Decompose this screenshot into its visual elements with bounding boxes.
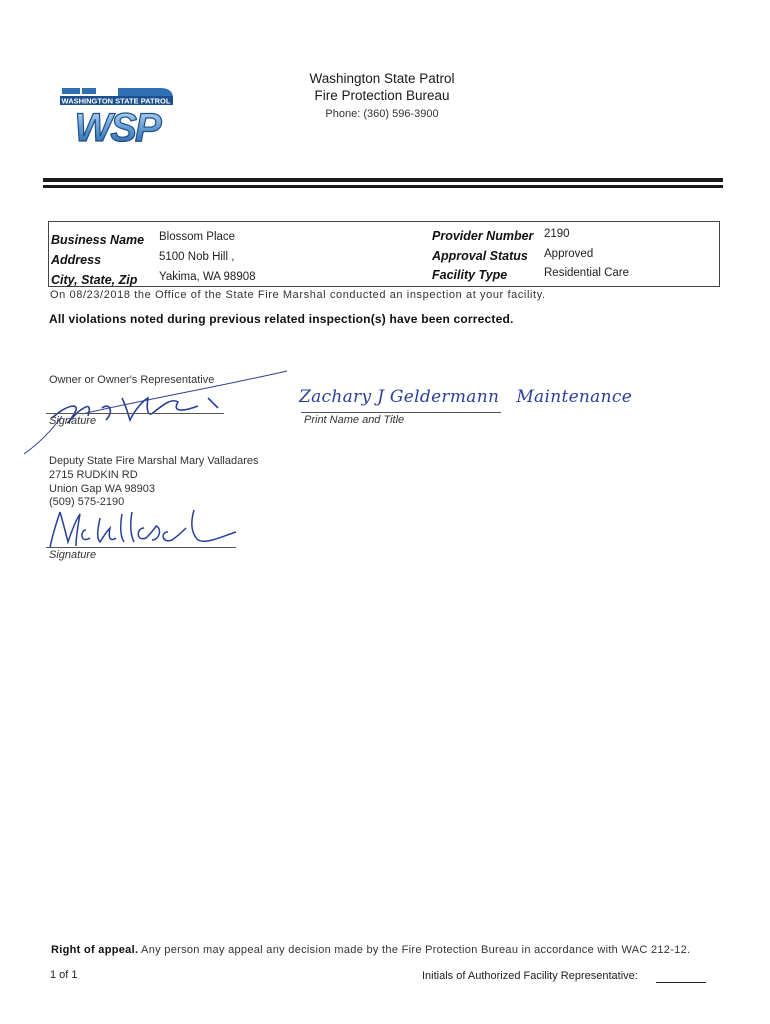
inspection-statement: On 08/23/2018 the Office of the State Fire Marshal conducted an inspection at your facility. [50, 289, 546, 301]
address-label: Address [51, 253, 102, 267]
business-name-value: Blossom Place [159, 231, 236, 243]
logo-text: WASHINGTON STATE PATROL [61, 96, 171, 106]
owner-signature-label: Signature [49, 415, 97, 427]
initials-label: Initials of Authorized Facility Representative: [422, 970, 638, 982]
marshal-phone: (509) 575-2190 [49, 496, 125, 508]
print-name-line [301, 412, 501, 413]
provider-number-value: 2190 [544, 228, 570, 240]
facility-type-label: Facility Type [432, 268, 508, 282]
bureau-phone: Phone: (360) 596-3900 [325, 108, 439, 120]
logo-mark: WSP [74, 106, 160, 144]
header-rule-top [43, 178, 723, 182]
appeal-text: Any person may appeal any decision made by the Fire Protection Bureau in accordance with WAC 212-12. [138, 944, 691, 956]
print-name-label: Print Name and Title [304, 414, 405, 426]
bureau-name: Fire Protection Bureau [314, 88, 450, 103]
marshal-signature-label: Signature [49, 549, 97, 561]
marshal-signature-line [46, 547, 236, 548]
header-rule-bottom [43, 185, 723, 188]
business-name-label: Business Name [51, 233, 145, 247]
appeal-heading: Right of appeal. [51, 944, 139, 956]
approval-status-label: Approval Status [432, 249, 528, 263]
marshal-street: 2715 RUDKIN RD [49, 469, 138, 481]
city-state-zip-label: City, State, Zip [51, 273, 138, 287]
owner-signature-line [46, 413, 224, 414]
marshal-signature-image [46, 504, 246, 552]
wsp-logo [60, 86, 176, 144]
marshal-city: Union Gap WA 98903 [49, 483, 155, 495]
right-of-appeal [51, 944, 690, 956]
owner-handwritten-name: Zachary J Geldermann Maintenance [299, 387, 633, 407]
provider-number-label: Provider Number [432, 229, 534, 243]
violations-statement: All violations noted during previous related inspection(s) have been corrected. [49, 312, 514, 326]
agency-name: Washington State Patrol [309, 71, 455, 86]
approval-status-value: Approved [544, 248, 594, 260]
page-number: 1 of 1 [50, 969, 78, 981]
address-value: 5100 Nob Hill , [159, 251, 235, 263]
city-state-zip-value: Yakima, WA 98908 [159, 271, 256, 283]
owner-heading: Owner or Owner's Representative [49, 374, 215, 386]
initials-line [656, 982, 706, 983]
marshal-name: Deputy State Fire Marshal Mary Valladares [49, 455, 259, 467]
facility-type-value: Residential Care [544, 267, 630, 279]
facility-info-box [48, 221, 720, 287]
